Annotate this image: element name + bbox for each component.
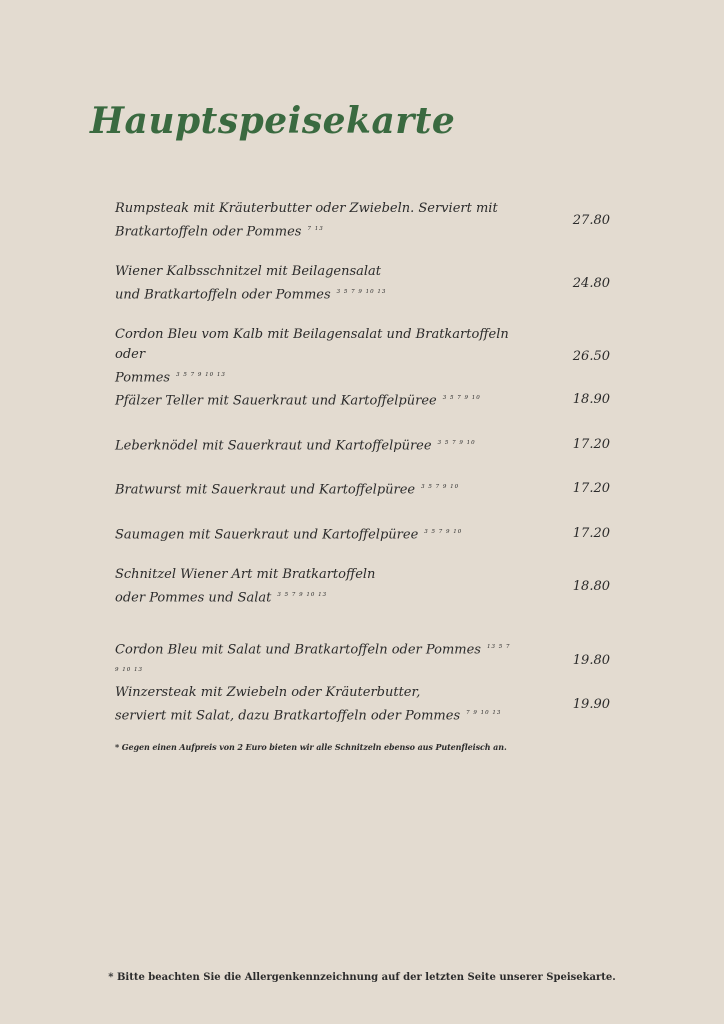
- menu-item: [115, 683, 610, 726]
- allergen-codes: 3 5 7 9 10 13: [176, 372, 226, 378]
- menu-item: [115, 325, 610, 388]
- menu-item: [115, 477, 610, 500]
- menu-item-price: 26.50: [572, 349, 610, 365]
- menu-item-price: 24.80: [572, 276, 610, 292]
- menu-item-line: oder Pommes und Salat: [115, 590, 272, 606]
- menu-item-price: 18.90: [572, 392, 610, 408]
- menu-item-price: 19.90: [572, 697, 610, 713]
- allergen-codes: 13 5 7 9 10 13: [115, 644, 511, 674]
- menu-item: [115, 565, 610, 608]
- allergen-codes: 3 5 7 9 10: [421, 484, 460, 490]
- menu-item-description: [115, 325, 515, 388]
- menu-item-price: 17.20: [572, 526, 610, 542]
- menu-item-price: 27.80: [572, 213, 610, 229]
- menu-item-line: Pommes: [115, 370, 171, 386]
- menu-item-description: [115, 388, 515, 411]
- menu-item-line: Wiener Kalbsschnitzel mit Beilagensalat: [115, 264, 382, 279]
- allergen-codes: 3 5 7 9 10: [442, 395, 481, 401]
- menu-item: [115, 433, 610, 456]
- menu-item: [115, 388, 610, 411]
- menu-item-price: 19.80: [572, 652, 610, 668]
- menu-item-description: [115, 565, 515, 608]
- allergen-codes: 3 5 7 9 10 13: [336, 289, 387, 295]
- menu-item-line: Cordon Bleu mit Salat und Bratkartoffeln oder Pommes: [115, 642, 481, 658]
- menu-item: [115, 199, 610, 242]
- menu-item-description: [115, 637, 515, 684]
- allergen-codes: 7 9 10 13: [466, 710, 502, 716]
- menu-item-line: und Bratkartoffeln oder Pommes: [115, 287, 331, 303]
- menu-item-description: [115, 433, 515, 456]
- menu-item-description: [115, 477, 515, 500]
- menu-item-description: [115, 199, 515, 242]
- menu-item-description: [115, 262, 515, 305]
- menu-item-description: [115, 683, 515, 726]
- menu-item-line: Rumpsteak mit Kräuterbutter oder Zwiebeln. Serviert mit: [115, 201, 498, 216]
- allergen-codes: 3 5 7 9 10: [424, 529, 463, 535]
- menu-item-line: serviert mit Salat, dazu Bratkartoffeln oder Pommes: [115, 708, 461, 724]
- schnitzel-note: * Gegen einen Aufpreis von 2 Euro bieten wir alle Schnitzeln ebenso aus Putenfleisch an.: [115, 742, 507, 752]
- menu-item-line: Schnitzel Wiener Art mit Bratkartoffeln: [115, 567, 376, 582]
- menu-item: [115, 522, 610, 545]
- allergen-codes: 3 5 7 9 10: [437, 440, 476, 446]
- menu-item-line: Leberknödel mit Sauerkraut und Kartoffelpüree: [115, 438, 432, 454]
- menu-item: [115, 262, 610, 305]
- menu-item-line: Winzersteak mit Zwiebeln oder Kräuterbutter,: [115, 685, 421, 700]
- menu-item-line: Bratwurst mit Sauerkraut und Kartoffelpüree: [115, 482, 416, 498]
- allergen-footer-note: * Bitte beachten Sie die Allergenkennzeichnung auf der letzten Seite unserer Speisekarte.: [108, 972, 616, 983]
- allergen-codes: 7 13: [307, 226, 324, 232]
- page-title: Hauptspeisekarte: [90, 100, 456, 142]
- menu-item-line: Cordon Bleu vom Kalb mit Beilagensalat und Bratkartoffeln oder: [115, 327, 509, 362]
- menu-item-price: 18.80: [572, 579, 610, 595]
- menu-item-description: [115, 522, 515, 545]
- menu-item-price: 17.20: [572, 437, 610, 453]
- menu-item-line: Bratkartoffeln oder Pommes: [115, 224, 302, 240]
- menu-item-price: 17.20: [572, 481, 610, 497]
- menu-item-line: Saumagen mit Sauerkraut und Kartoffelpüree: [115, 527, 419, 543]
- allergen-codes: 3 5 7 9 10 13: [277, 592, 328, 598]
- menu-item-line: Pfälzer Teller mit Sauerkraut und Kartoffelpüree: [115, 393, 437, 409]
- menu-item: [115, 637, 610, 684]
